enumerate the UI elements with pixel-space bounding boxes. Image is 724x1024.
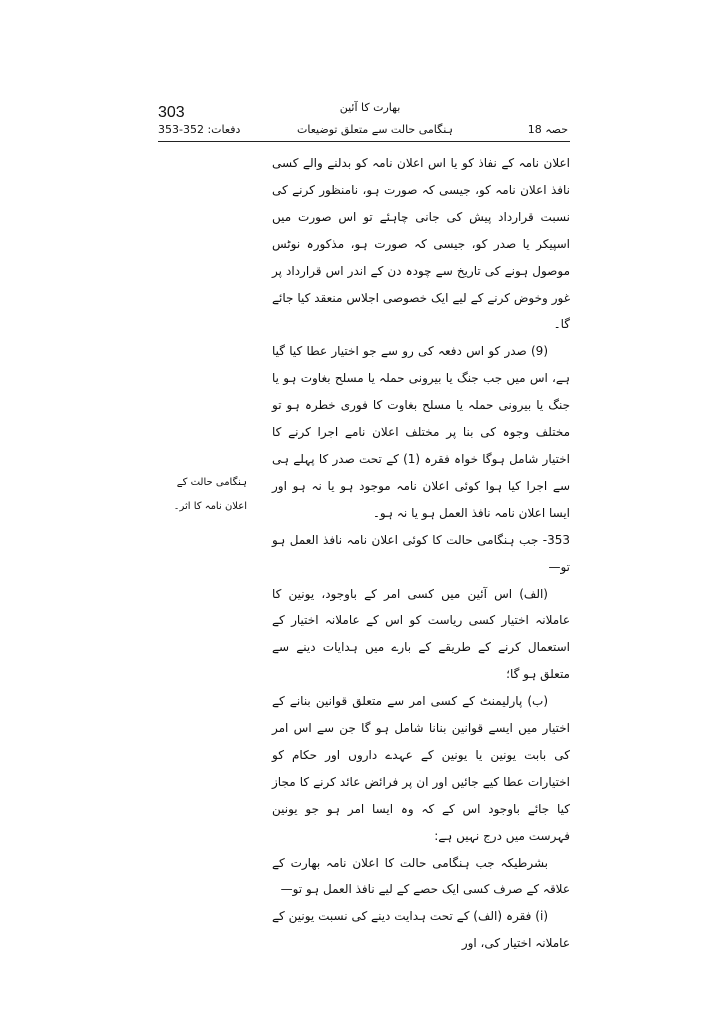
margin-note-line: اعلان نامہ کا اثر۔ xyxy=(173,501,247,512)
part-reference: حصہ 18 xyxy=(527,123,568,136)
paragraph-continuation: اعلان نامہ کے نفاذ کو یا اس اعلان نامہ کو بدلنے والے کسی نافذ اعلان نامہ کو، جیسی کہ صورت ہو، نامنظور کرنے کی نسبت قرارداد پیش کی جانی چاہئے تو اس صورت میں اسپیکر یا صدر کو، جیسی کہ صورت ہو، مذکورہ نوٹس موصول ہونے کی تاریخ سے چودہ دن کے اندر اس قرارداد پر غور وخوض کرنے کے لیے ایک خصوصی اجلاس منعقد کیا جائے گا۔ xyxy=(272,156,570,332)
book-title: بھارت کا آئین xyxy=(339,101,401,114)
margin-note-line: ہنگامی حالت کے xyxy=(176,477,247,488)
sections-reference: دفعات: 352-353 xyxy=(158,123,241,136)
section-353-heading: 353- جب ہنگامی حالت کا کوئی اعلان نامہ نافذ العمل ہو تو— xyxy=(272,532,570,574)
header-divider xyxy=(158,141,570,142)
paragraph-proviso: بشرطیکہ جب ہنگامی حالت کا اعلان نامہ بھارت کے علاقہ کے صرف کسی ایک حصے کے لیے نافذ العمل ہو تو— xyxy=(272,855,570,897)
paragraph-clause-9: (9) صدر کو اس دفعہ کی رو سے جو اختیار عطا کیا گیا ہے، اس میں جب جنگ یا بیرونی حملہ یا مسلح بغاوت ہو یا جنگ یا بیرونی حملہ یا مسلح بغاوت کا فوری خطرہ ہو تو مختلف وجوہ کی بنا پر مختلف اعلان نامے اجرا کرنے کا اختیار شامل ہوگا خواہ فقرہ (1) کے تحت صدر کا پہلے ہی سے اجرا کیا ہوا کوئی اعلان نامہ موجود ہو یا نہ ہو اور ایسا اعلان نامہ نافذ العمل ہو یا نہ ہو۔ xyxy=(272,344,570,520)
page-number: 303 xyxy=(158,104,185,121)
chapter-title: ہنگامی حالت سے متعلق توضیعات xyxy=(297,123,453,136)
paragraph-clause-b: (ب) پارلیمنٹ کے کسی امر سے متعلق قوانین بنانے کے اختیار میں ایسے قوانین بنانا شامل ہو گا جن سے اس امر کی بابت یونین یا یونین کے عہدے داروں اور حکام کو اختیارات عطا کیے جائیں اور ان پر فرائض عائد کرنے کا مجاز کیا جائے باوجود اس کے کہ وہ ایسا امر ہو جو یونین فہرست میں درج نہیں ہے: xyxy=(272,694,570,843)
body-text xyxy=(272,150,570,957)
margin-note xyxy=(165,471,247,519)
paragraph-subclause-i: (i) فقرہ (الف) کے تحت ہدایت دینے کی نسبت یونین کے عاملانہ اختیار کی، اور xyxy=(272,909,570,951)
paragraph-clause-a: (الف) اس آئین میں کسی امر کے باوجود، یونین کا عاملانہ اختیار کسی ریاست کو اس کے عاملانہ اختیار کے استعمال کرنے کے طریقے کے بارے میں ہدایات دینے سے متعلق ہو گا؛ xyxy=(272,586,570,682)
